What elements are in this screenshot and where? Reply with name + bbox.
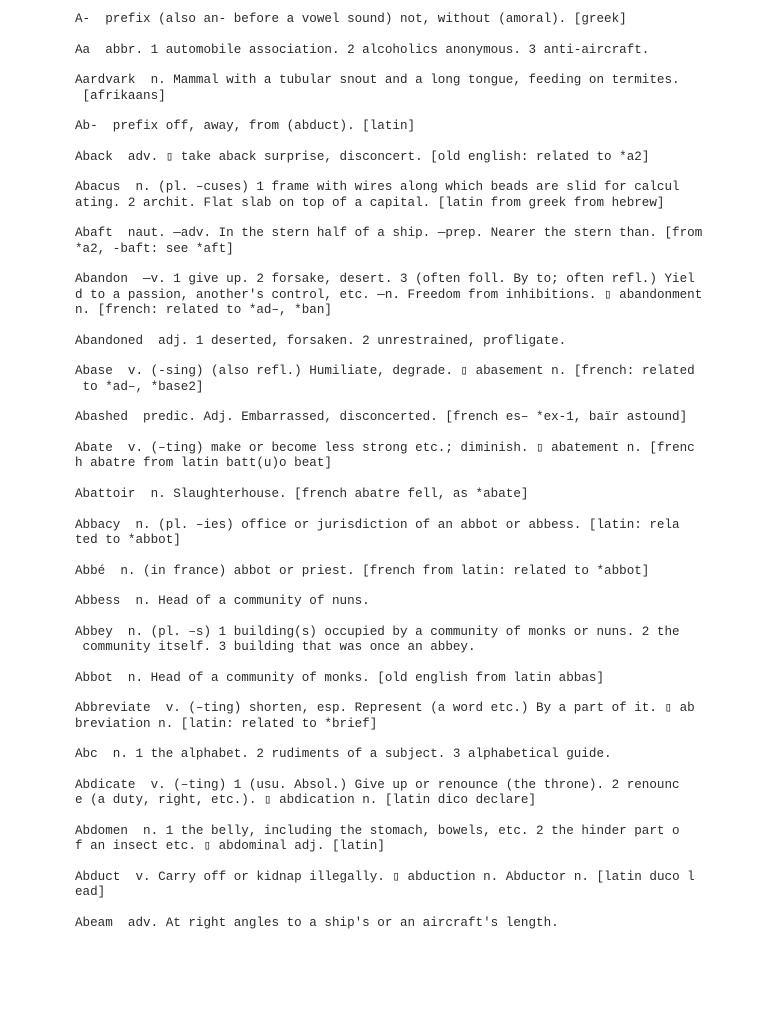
entry-line: ead] <box>75 885 106 900</box>
entry-line: A- prefix (also an- before a vowel sound) not, without (amoral). [greek] <box>75 12 627 26</box>
entry-abc <box>75 747 765 762</box>
entry-line: Aa abbr. 1 automobile association. 2 alcoholics anonymous. 3 anti-aircraft. <box>75 42 650 57</box>
entry-line: Abbey n. (pl. –s) 1 building(s) occupied by a community of monks or nuns. 2 the <box>75 624 680 639</box>
entry-line: Abbé n. (in france) abbot or priest. [french from latin: related to *abbot] <box>75 563 650 578</box>
entry-line: f an insect etc. ▯ abdominal adj. [latin] <box>75 839 385 854</box>
entry-abduct <box>75 870 765 901</box>
entry-line: h abatre from latin batt(u)o beat] <box>75 456 332 471</box>
entry-line: community itself. 3 building that was once an abbey. <box>75 640 476 655</box>
entry-abbot <box>75 671 765 686</box>
entry-abandoned <box>75 334 765 349</box>
entry-line: ted to *abbot] <box>75 532 181 547</box>
entry-abdicate <box>75 778 765 809</box>
entry-line: Abbot n. Head of a community of monks. [old english from latin abbas] <box>75 670 605 685</box>
entry-aa <box>75 43 765 58</box>
entry-line: Abc n. 1 the alphabet. 2 rudiments of a subject. 3 alphabetical guide. <box>75 747 612 762</box>
entry-abandon <box>75 272 765 318</box>
entry-line: Abandoned adj. 1 deserted, forsaken. 2 unrestrained, profligate. <box>75 333 567 348</box>
entry-line: Abase v. (-sing) (also refl.) Humiliate, degrade. ▯ abasement n. [french: related <box>75 364 695 379</box>
entry-line: Ab- prefix off, away, from (abduct). [latin] <box>75 119 416 134</box>
entry-line: [afrikaans] <box>75 88 166 103</box>
entry-line: Aardvark n. Mammal with a tubular snout and a long tongue, feeding on termites. <box>75 73 680 88</box>
entry-line: Abbacy n. (pl. –ies) office or jurisdiction of an abbot or abbess. [latin: rela <box>75 517 680 532</box>
entry-line: n. [french: related to *ad–, *ban] <box>75 303 332 318</box>
entry-abdomen <box>75 824 765 855</box>
entry-abattoir <box>75 487 765 502</box>
entry-abbess <box>75 594 765 609</box>
entry-line: Abandon —v. 1 give up. 2 forsake, desert. 3 (often foll. By to; often refl.) Yiel <box>75 272 695 287</box>
entry-line: ating. 2 archit. Flat slab on top of a capital. [latin from greek from hebrew] <box>75 195 665 210</box>
entry-line: Aback adv. ▯ take aback surprise, disconcert. [old english: related to *a2] <box>75 149 650 164</box>
entry-line: Abacus n. (pl. –cuses) 1 frame with wires along which beads are slid for calcul <box>75 180 680 195</box>
entry-line: *a2, -baft: see *aft] <box>75 241 234 256</box>
entry-a-prefix <box>75 12 765 27</box>
entry-abbacy <box>75 518 765 549</box>
entry-abbey <box>75 625 765 656</box>
entry-line: Abattoir n. Slaughterhouse. [french abatre fell, as *abate] <box>75 486 529 501</box>
entry-line: Abate v. (–ting) make or become less strong etc.; diminish. ▯ abatement n. [frenc <box>75 440 695 455</box>
entry-line: Abduct v. Carry off or kidnap illegally. ▯ abduction n. Abductor n. [latin duco l <box>75 869 695 884</box>
entry-abashed <box>75 410 765 425</box>
entry-aardvark <box>75 73 765 104</box>
entry-line: Abdomen n. 1 the belly, including the stomach, bowels, etc. 2 the hinder part o <box>75 823 680 838</box>
entry-abeam <box>75 916 765 931</box>
entry-line: Abdicate v. (–ting) 1 (usu. Absol.) Give up or renounce (the throne). 2 renounc <box>75 777 680 792</box>
entry-abacus <box>75 180 765 211</box>
entry-line: breviation n. [latin: related to *brief] <box>75 716 378 731</box>
entry-line: Abeam adv. At right angles to a ship's or an aircraft's length. <box>75 915 559 930</box>
entry-line: Abaft naut. —adv. In the stern half of a ship. —prep. Nearer the stern than. [from <box>75 226 703 241</box>
entry-abbe <box>75 564 765 579</box>
entry-abase <box>75 364 765 395</box>
entry-line: d to a passion, another's control, etc. —n. Freedom from inhibitions. ▯ abandonment <box>75 287 703 302</box>
dictionary-page <box>75 12 765 947</box>
entry-abbreviate <box>75 701 765 732</box>
entry-line: Abashed predic. Adj. Embarrassed, disconcerted. [french es– *ex-1, baïr astound] <box>75 410 688 425</box>
entry-abate <box>75 441 765 472</box>
entry-ab-prefix <box>75 119 765 134</box>
entry-line: to *ad–, *base2] <box>75 379 204 394</box>
entry-line: e (a duty, right, etc.). ▯ abdication n. [latin dico declare] <box>75 793 537 808</box>
entry-aback <box>75 150 765 165</box>
entry-abaft <box>75 226 765 257</box>
entry-line: Abbreviate v. (–ting) shorten, esp. Represent (a word etc.) By a part of it. ▯ ab <box>75 701 695 716</box>
entry-line: Abbess n. Head of a community of nuns. <box>75 594 370 609</box>
